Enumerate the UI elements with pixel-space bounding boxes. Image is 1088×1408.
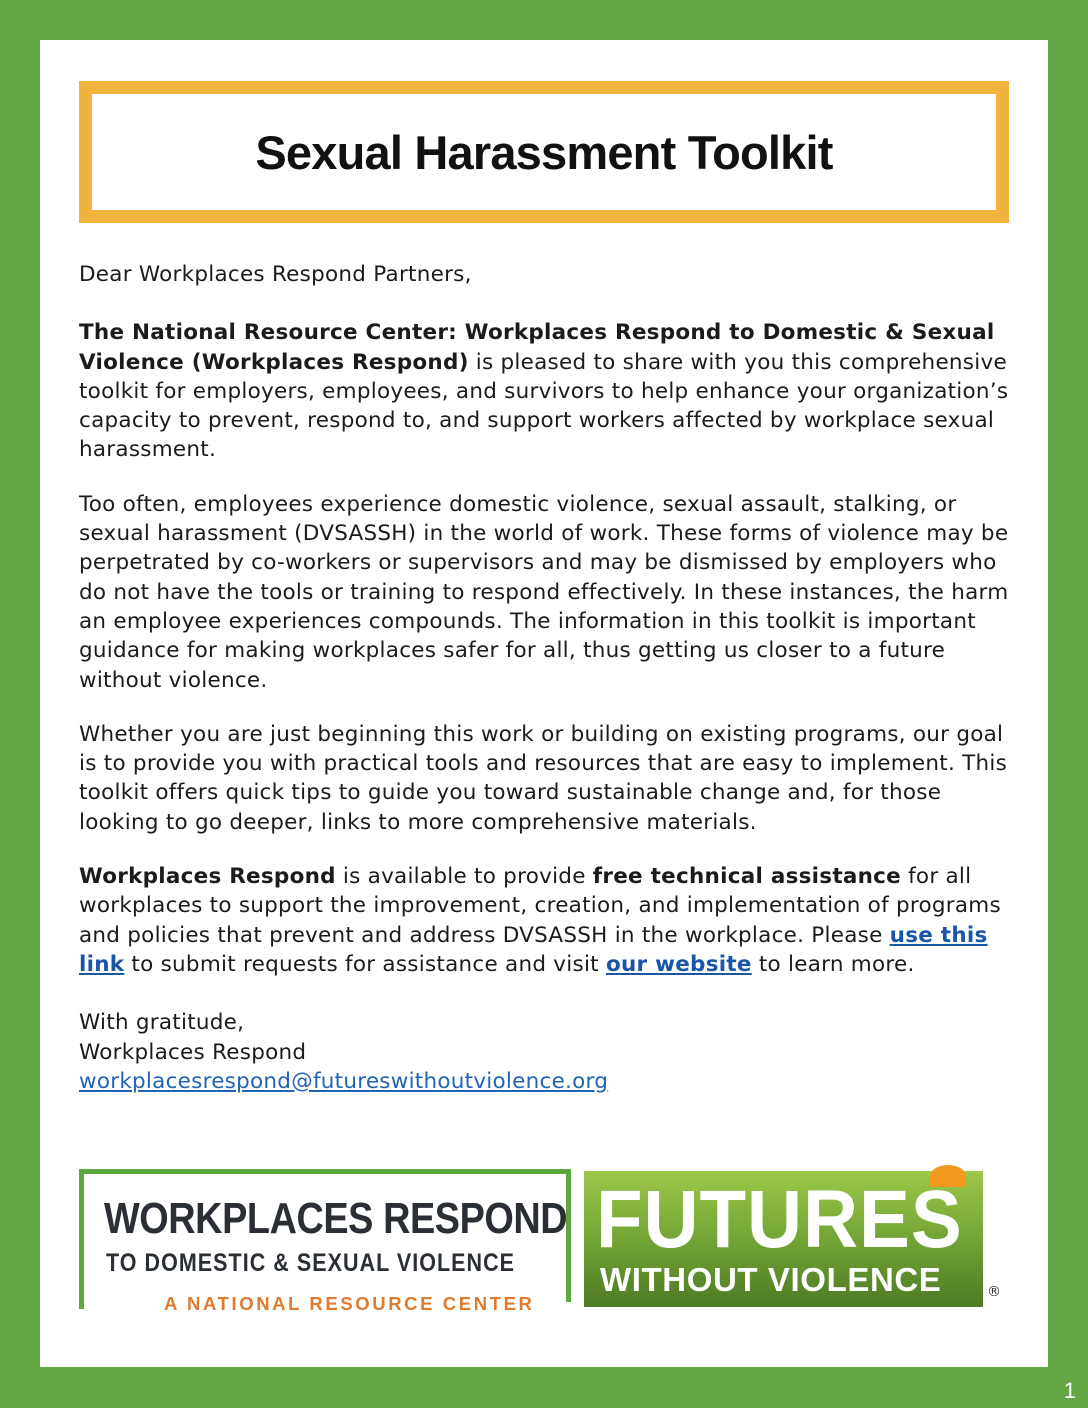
intro-text: is pleased to share with you this comprehensive toolkit for employers, employees, and survivors to help enhance your organization’s capacity to prevent, respond to, and support workers affected by workplace sexual harassment.	[79, 349, 1009, 463]
page-number: 1	[1063, 1378, 1076, 1403]
title-box	[79, 81, 1009, 223]
greeting: Dear Workplaces Respond Partners,	[79, 262, 472, 287]
workplaces-respond-logo	[79, 1169, 571, 1314]
website-link[interactable]: our website	[605, 951, 752, 977]
registered-mark: ®	[987, 1284, 1001, 1300]
assistance-text-c: to submit requests for assistance and visit	[124, 951, 606, 977]
request-assistance-link[interactable]: use this link	[79, 922, 988, 977]
wr-logo-line2: TO DOMESTIC & SEXUAL VIOLENCE	[106, 1249, 516, 1277]
paragraph-goal: Whether you are just beginning this work or building on existing programs, our goal is to provide you with practical tools and resources that are easy to implement. This toolkit offers quick tips to guide you toward sustainable change and, for those looking to go deeper, links to more comprehensive materials.	[79, 721, 1008, 835]
assistance-text-a: is available to provide	[335, 864, 593, 890]
email-link[interactable]: workplacesrespond@futureswithoutviolence.org	[79, 1068, 609, 1094]
org-short-name-bold: Workplaces Respond	[79, 864, 336, 890]
paragraph-assistance	[79, 862, 1009, 979]
fwv-logo-line1: FUTURES	[596, 1174, 963, 1265]
assistance-text-b: for all workplaces to support the improvement, creation, and implementation of programs and policies that prevent and address DVSASSH in the workplace. Please	[79, 864, 1001, 948]
assistance-text-d: to learn more.	[751, 951, 915, 977]
closing: With gratitude,	[79, 1010, 245, 1036]
org-name-bold: The National Resource Center: Workplaces Respond to Domestic & Sexual Violence (Workplaces Respond)	[79, 320, 995, 375]
document-page	[40, 40, 1048, 1367]
paragraph-context: Too often, employees experience domestic violence, sexual assault, stalking, or sexual harassment (DVSASSH) in the world of work. These forms of violence may be perpetrated by co-workers or supervisors and may be dismissed by employers who do not have the tools or training to respond effectively. In these instances, the harm an employee experiences compounds. The information in this toolkit is important guidance for making workplaces safer for all, thus getting us closer to a future without violence.	[79, 491, 1009, 693]
signature-name: Workplaces Respond	[79, 1039, 307, 1065]
logo-row	[79, 1169, 1009, 1315]
page-title: Sexual Harassment Toolkit	[255, 125, 833, 179]
paragraph-intro	[79, 318, 1009, 464]
free-ta-bold: free technical assistance	[592, 864, 902, 890]
wr-logo-line3: A NATIONAL RESOURCE CENTER	[156, 1293, 542, 1315]
wr-logo-line1: WORKPLACES RESPOND	[104, 1194, 568, 1243]
letter-body	[79, 260, 1009, 1096]
futures-without-violence-logo	[584, 1171, 983, 1307]
fwv-logo-line2: WITHOUT VIOLENCE	[600, 1261, 942, 1298]
